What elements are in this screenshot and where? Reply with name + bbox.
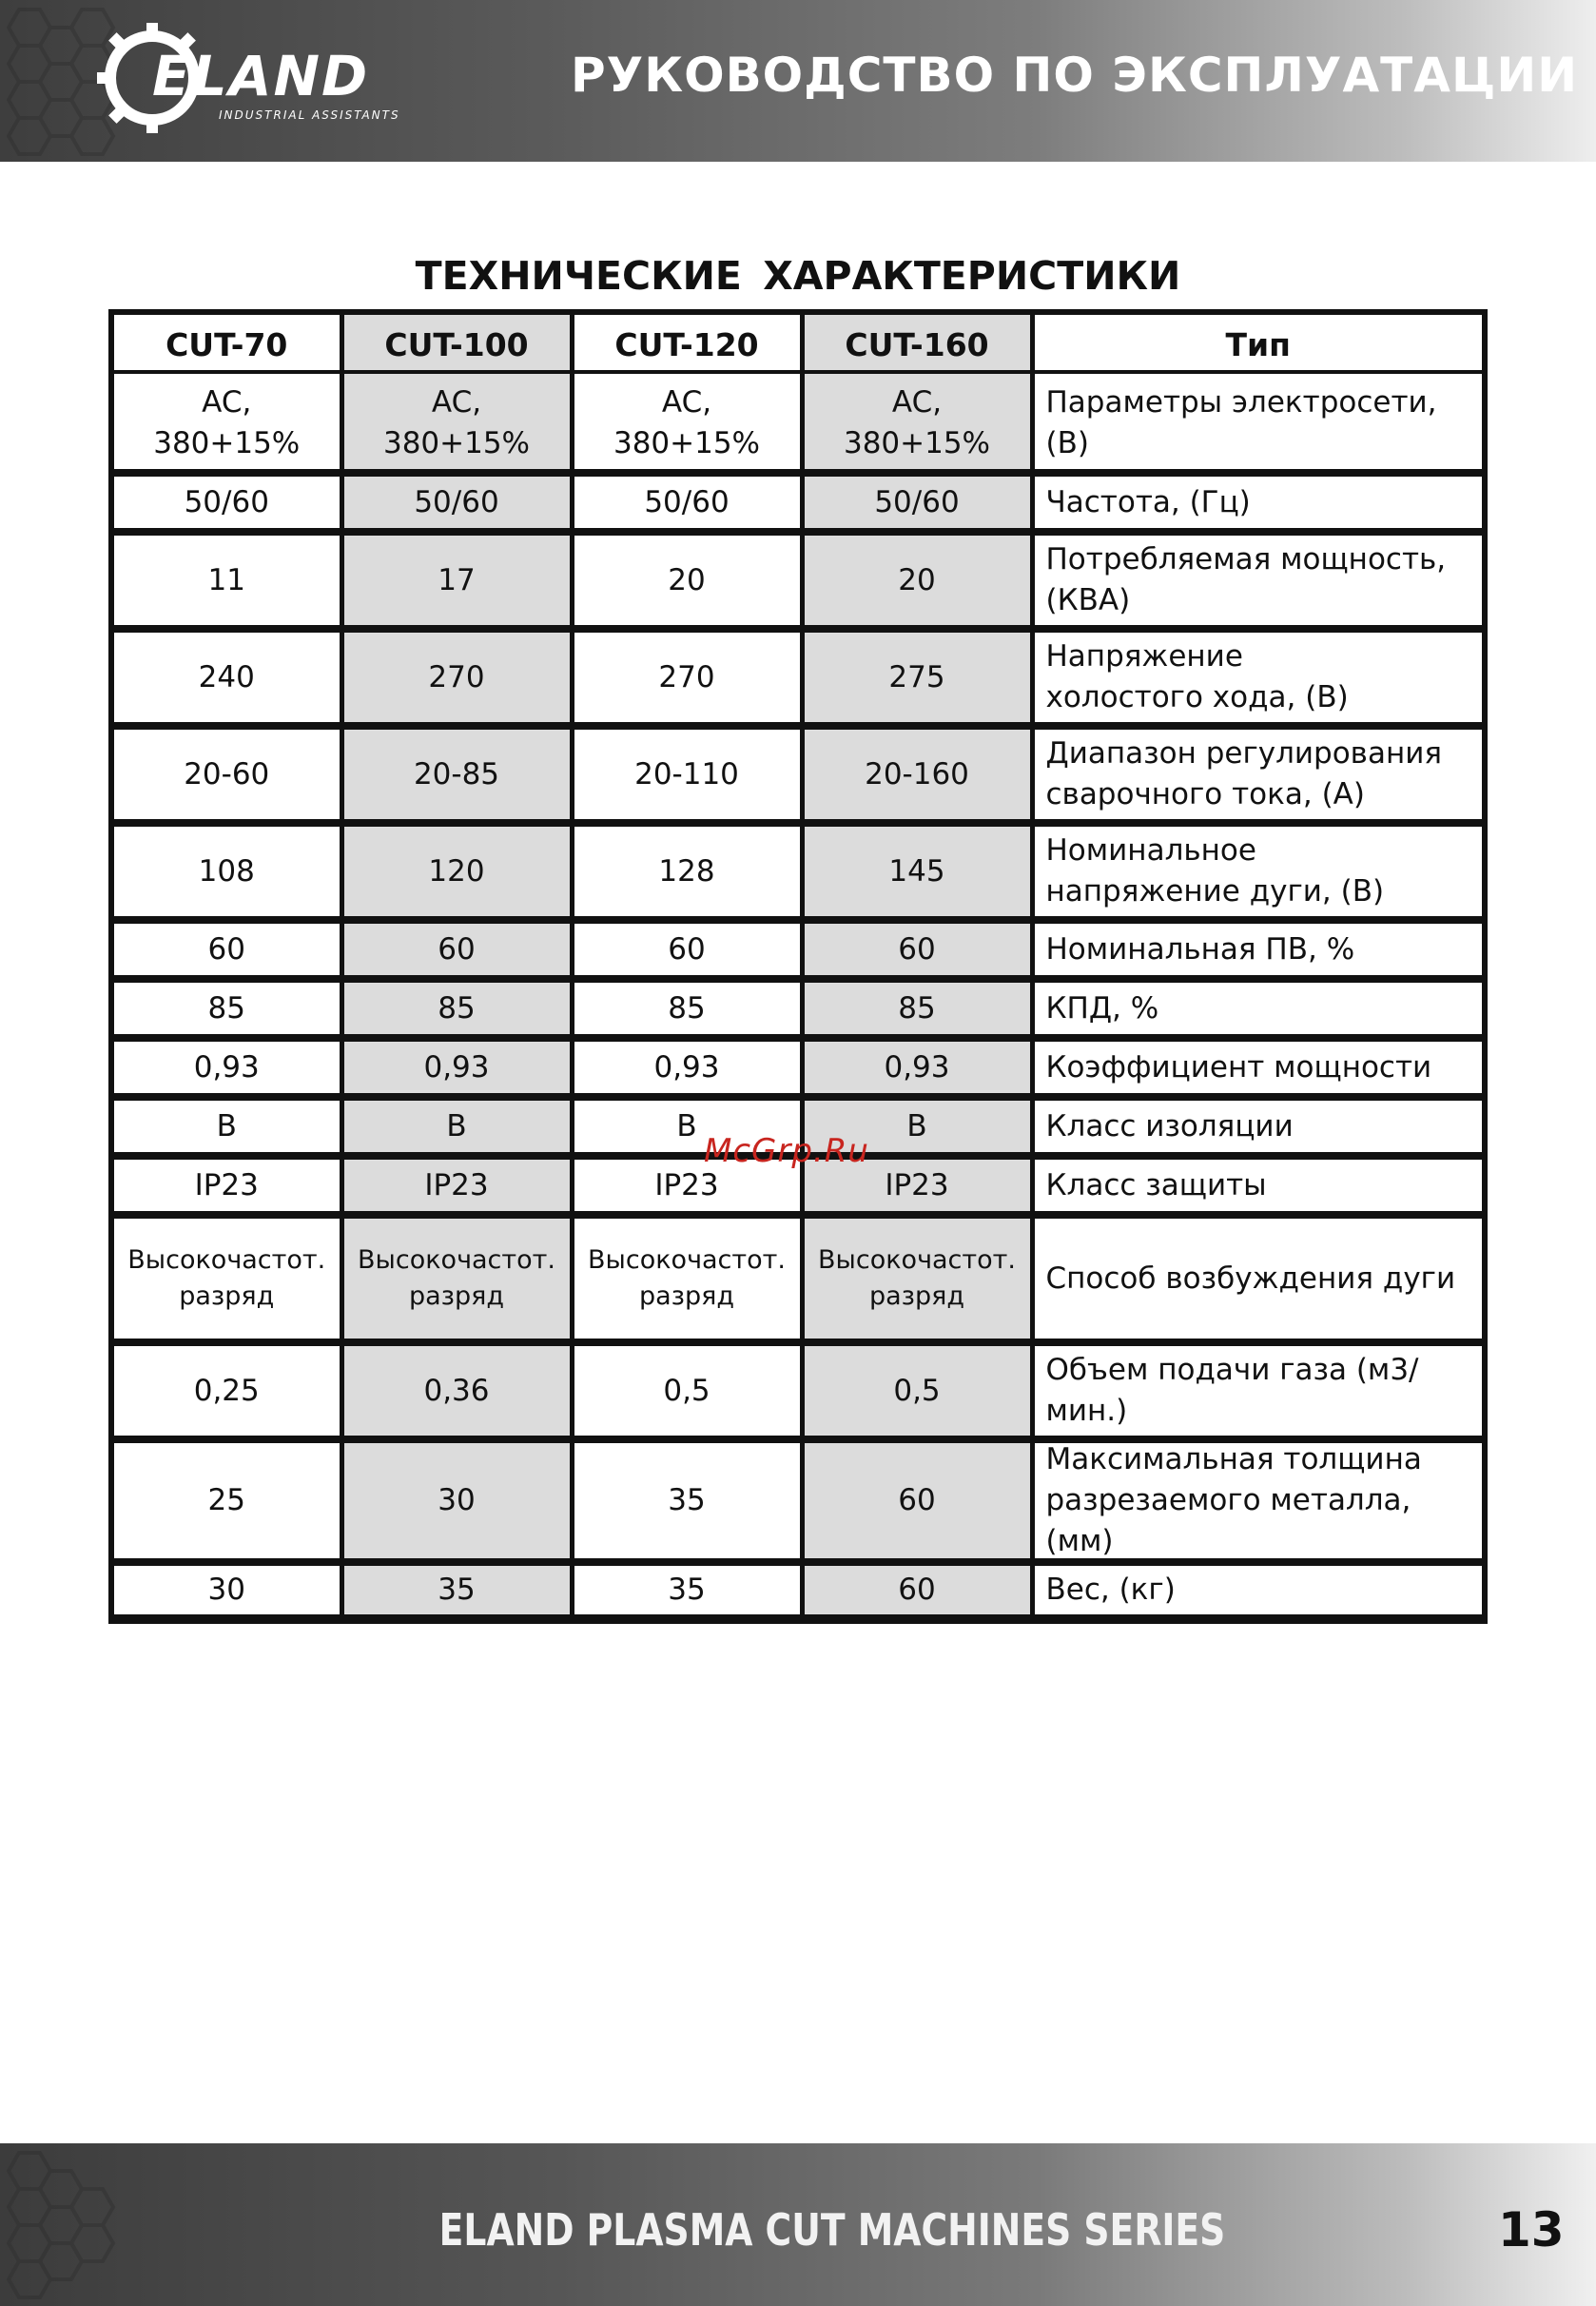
table-cell-value: IP23 xyxy=(341,1156,572,1215)
table-cell-value: 20-160 xyxy=(802,726,1032,823)
table-cell-value: 0,5 xyxy=(572,1342,802,1439)
table-cell-value: 60 xyxy=(111,920,341,979)
table-cell-parameter: Класс защиты xyxy=(1032,1156,1485,1215)
table-row xyxy=(111,629,1485,726)
table-cell-value: 60 xyxy=(802,1439,1032,1562)
table-cell-value: AC, 380+15% xyxy=(572,374,802,473)
page-header xyxy=(0,0,1596,162)
table-cell-value: 30 xyxy=(341,1439,572,1562)
table-row xyxy=(111,1562,1485,1621)
table-cell-value: 50/60 xyxy=(802,473,1032,532)
table-cell-parameter: Потребляемая мощность, (КВА) xyxy=(1032,532,1485,629)
column-header-type: Тип xyxy=(1032,312,1485,374)
table-cell-value: Высокочастот. разряд xyxy=(341,1215,572,1342)
table-cell-parameter: Диапазон регулирования сварочного тока, (А) xyxy=(1032,726,1485,823)
table-cell-value: 85 xyxy=(111,979,341,1038)
table-cell-value: 50/60 xyxy=(341,473,572,532)
table-cell-value: 60 xyxy=(802,920,1032,979)
table-cell-value: 275 xyxy=(802,629,1032,726)
table-cell-value: 0,93 xyxy=(111,1038,341,1097)
table-cell-value: Высокочастот. разряд xyxy=(572,1215,802,1342)
table-cell-value: 50/60 xyxy=(111,473,341,532)
table-row xyxy=(111,979,1485,1038)
table-cell-value: 30 xyxy=(111,1562,341,1621)
table-cell-value: 35 xyxy=(572,1562,802,1621)
table-cell-value: B xyxy=(802,1097,1032,1156)
brand-wordmark: ELAND xyxy=(152,44,370,108)
table-cell-parameter: Напряжение холостого хода, (В) xyxy=(1032,629,1485,726)
table-row xyxy=(111,1342,1485,1439)
table-cell-parameter: Параметры электросети, (В) xyxy=(1032,374,1485,473)
header-title: РУКОВОДСТВО ПО ЭКСПЛУАТАЦИИ xyxy=(571,48,1579,103)
watermark-text: McGrp.Ru xyxy=(704,1132,869,1170)
table-cell-value: 270 xyxy=(341,629,572,726)
table-row xyxy=(111,1215,1485,1342)
table-header-row xyxy=(111,312,1485,374)
table-cell-value: AC, 380+15% xyxy=(111,374,341,473)
table-cell-value: 50/60 xyxy=(572,473,802,532)
specifications-table xyxy=(108,309,1488,1624)
table-cell-parameter: Способ возбуждения дуги xyxy=(1032,1215,1485,1342)
table-cell-value: 17 xyxy=(341,532,572,629)
table-cell-value: 60 xyxy=(802,1562,1032,1621)
table-cell-value: 60 xyxy=(341,920,572,979)
table-cell-value: 85 xyxy=(572,979,802,1038)
table-row xyxy=(111,823,1485,920)
table-cell-value: IP23 xyxy=(572,1156,802,1215)
table-cell-value: 25 xyxy=(111,1439,341,1562)
table-cell-value: 20-110 xyxy=(572,726,802,823)
table-cell-parameter: Объем подачи газа (м3/ мин.) xyxy=(1032,1342,1485,1439)
table-row xyxy=(111,473,1485,532)
table-cell-value: Высокочастот. разряд xyxy=(802,1215,1032,1342)
section-title: ТЕХНИЧЕСКИЕ ХАРАКТЕРИСТИКИ xyxy=(415,253,1181,299)
table-cell-value: 0,5 xyxy=(802,1342,1032,1439)
table-cell-parameter: Класс изоляции xyxy=(1032,1097,1485,1156)
table-cell-value: 85 xyxy=(341,979,572,1038)
table-cell-value: 120 xyxy=(341,823,572,920)
table-cell-value: 20-60 xyxy=(111,726,341,823)
table-cell-value: 60 xyxy=(572,920,802,979)
table-cell-value: 108 xyxy=(111,823,341,920)
table-cell-value: B xyxy=(341,1097,572,1156)
table-cell-value: AC, 380+15% xyxy=(802,374,1032,473)
table-cell-parameter: Частота, (Гц) xyxy=(1032,473,1485,532)
eland-logo xyxy=(95,21,504,135)
table-cell-value: 0,93 xyxy=(572,1038,802,1097)
table-cell-value: IP23 xyxy=(111,1156,341,1215)
table-cell-value: 20 xyxy=(572,532,802,629)
table-row xyxy=(111,1439,1485,1562)
column-header-cut-100: CUT-100 xyxy=(341,312,572,374)
table-cell-parameter: Номинальная ПВ, % xyxy=(1032,920,1485,979)
table-cell-value: 20 xyxy=(802,532,1032,629)
table-cell-value: 270 xyxy=(572,629,802,726)
page-footer xyxy=(0,2143,1596,2306)
column-header-cut-160: CUT-160 xyxy=(802,312,1032,374)
table-cell-value: 20-85 xyxy=(341,726,572,823)
table-cell-value: 0,93 xyxy=(341,1038,572,1097)
table-row xyxy=(111,374,1485,473)
table-cell-value: B xyxy=(111,1097,341,1156)
table-cell-value: AC, 380+15% xyxy=(341,374,572,473)
page-number: 13 xyxy=(1498,2202,1565,2257)
table-cell-parameter: Коэффициент мощности xyxy=(1032,1038,1485,1097)
table-cell-value: 0,25 xyxy=(111,1342,341,1439)
brand-tagline: INDUSTRIAL ASSISTANTS xyxy=(219,108,400,122)
column-header-cut-70: CUT-70 xyxy=(111,312,341,374)
table-cell-parameter: КПД, % xyxy=(1032,979,1485,1038)
table-cell-value: 35 xyxy=(572,1439,802,1562)
table-cell-value: IP23 xyxy=(802,1156,1032,1215)
table-cell-value: 35 xyxy=(341,1562,572,1621)
table-row xyxy=(111,920,1485,979)
table-cell-value: 0,93 xyxy=(802,1038,1032,1097)
column-header-cut-120: CUT-120 xyxy=(572,312,802,374)
table-cell-value: B xyxy=(572,1097,802,1156)
table-row xyxy=(111,726,1485,823)
table-cell-parameter: Вес, (кг) xyxy=(1032,1562,1485,1621)
table-cell-value: 11 xyxy=(111,532,341,629)
table-cell-parameter: Максимальная толщина разрезаемого металла, (мм) xyxy=(1032,1439,1485,1562)
footer-series-title: ELAND PLASMA CUT MACHINES SERIES xyxy=(438,2204,1226,2256)
table-row xyxy=(111,532,1485,629)
table-cell-value: Высокочастот. разряд xyxy=(111,1215,341,1342)
table-cell-value: 85 xyxy=(802,979,1032,1038)
table-cell-value: 240 xyxy=(111,629,341,726)
table-cell-value: 0,36 xyxy=(341,1342,572,1439)
table-cell-value: 145 xyxy=(802,823,1032,920)
table-cell-parameter: Номинальное напряжение дуги, (В) xyxy=(1032,823,1485,920)
table-row xyxy=(111,1038,1485,1097)
table-cell-value: 128 xyxy=(572,823,802,920)
